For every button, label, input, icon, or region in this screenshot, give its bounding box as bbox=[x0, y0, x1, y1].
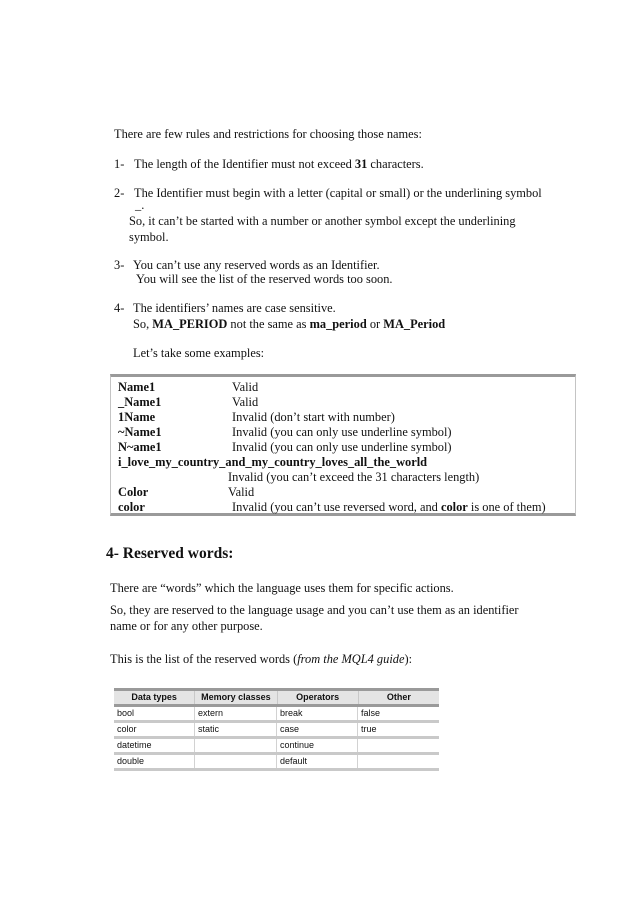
reserved-words-table bbox=[114, 688, 439, 771]
header-data-types: Data types bbox=[114, 691, 195, 704]
reserved-paragraph-3: name or for any other purpose. bbox=[110, 619, 263, 633]
table-cell: datetime bbox=[114, 739, 195, 752]
example-status: Invalid (don’t start with number) bbox=[232, 410, 395, 424]
table-cell: color bbox=[114, 723, 195, 736]
rule-1-text: The length of the Identifier must not exceed 31 characters. bbox=[134, 157, 424, 171]
example-status: Invalid (you can’t use reversed word, and color is one of them) bbox=[232, 500, 546, 514]
rule-2-line-1: The Identifier must begin with a letter (capital or small) or the underlining symbol bbox=[134, 186, 542, 200]
example-row bbox=[118, 410, 575, 425]
table-header-row bbox=[114, 688, 439, 707]
example-row bbox=[118, 380, 575, 395]
table-row bbox=[114, 755, 439, 771]
example-row bbox=[118, 455, 575, 470]
table-cell: double bbox=[114, 755, 195, 768]
example-row bbox=[118, 425, 575, 440]
reserved-paragraph-2: So, they are reserved to the language usage and you can’t use them as an identifier bbox=[110, 603, 519, 617]
table-row bbox=[114, 707, 439, 723]
example-name: Color bbox=[118, 485, 149, 499]
rule-1-number: 1- bbox=[114, 157, 125, 171]
example-name: Name1 bbox=[118, 380, 156, 394]
example-status: Invalid (you can only use underline symbol) bbox=[232, 425, 452, 439]
header-other: Other bbox=[386, 692, 411, 702]
example-status: Valid bbox=[228, 485, 255, 499]
reserved-list-intro: This is the list of the reserved words (from the MQL4 guide): bbox=[110, 652, 413, 666]
rule-4-number: 4- bbox=[114, 301, 125, 315]
example-status: Valid bbox=[232, 395, 259, 409]
identifier-examples-box bbox=[110, 374, 576, 516]
rule-2-line-3: So, it can’t be started with a number or another symbol except the underlining bbox=[129, 214, 516, 228]
intro-text: There are few rules and restrictions for choosing those names: bbox=[114, 127, 422, 141]
table-cell: bool bbox=[114, 707, 195, 720]
example-row bbox=[118, 470, 575, 485]
table-cell: false bbox=[361, 708, 381, 718]
example-row bbox=[118, 440, 575, 455]
example-name: ~Name1 bbox=[118, 425, 162, 439]
rule-2-line-4: symbol. bbox=[129, 230, 169, 244]
section-heading: 4- Reserved words: bbox=[106, 545, 234, 562]
reserved-paragraph-1: There are “words” which the language uses them for specific actions. bbox=[110, 581, 454, 595]
rule-3-line-2: You will see the list of the reserved words too soon. bbox=[136, 272, 393, 286]
example-name: color bbox=[118, 500, 145, 514]
header-operators: Operators bbox=[278, 691, 359, 704]
header-memory-classes: Memory classes bbox=[195, 691, 277, 704]
table-row bbox=[114, 739, 439, 755]
example-row bbox=[118, 485, 575, 500]
example-name: i_love_my_country_and_my_country_loves_all_the_world bbox=[118, 455, 428, 469]
rule-3-line-1: You can’t use any reserved words as an Identifier. bbox=[133, 258, 380, 272]
example-status: Valid bbox=[232, 380, 259, 394]
example-status: Invalid (you can’t exceed the 31 characters length) bbox=[228, 470, 480, 484]
table-cell: case bbox=[277, 723, 358, 736]
table-row bbox=[114, 723, 439, 739]
example-name: 1Name bbox=[118, 410, 156, 424]
rule-2-line-2: _. bbox=[135, 198, 145, 212]
table-cell: static bbox=[195, 723, 277, 736]
rule-2-number: 2- bbox=[114, 186, 125, 200]
table-cell bbox=[358, 739, 439, 752]
table-cell bbox=[195, 739, 277, 752]
table-cell bbox=[195, 755, 277, 768]
rule-4-line-2: So, MA_PERIOD not the same as ma_period or MA_Period bbox=[133, 317, 446, 331]
table-cell bbox=[358, 755, 439, 768]
example-name: N~ame1 bbox=[118, 440, 162, 454]
table-cell: continue bbox=[277, 739, 358, 752]
examples-intro: Let’s take some examples: bbox=[133, 346, 265, 360]
table-cell: true bbox=[361, 724, 377, 734]
rule-4-line-1: The identifiers’ names are case sensitive. bbox=[133, 301, 336, 315]
example-row bbox=[118, 500, 575, 515]
table-cell: default bbox=[277, 755, 358, 768]
table-cell: break bbox=[277, 707, 358, 720]
rule-3-number: 3- bbox=[114, 258, 125, 272]
example-status: Invalid (you can only use underline symbol) bbox=[232, 440, 452, 454]
example-name: _Name1 bbox=[118, 395, 162, 409]
example-row bbox=[118, 395, 575, 410]
table-cell: extern bbox=[195, 707, 277, 720]
